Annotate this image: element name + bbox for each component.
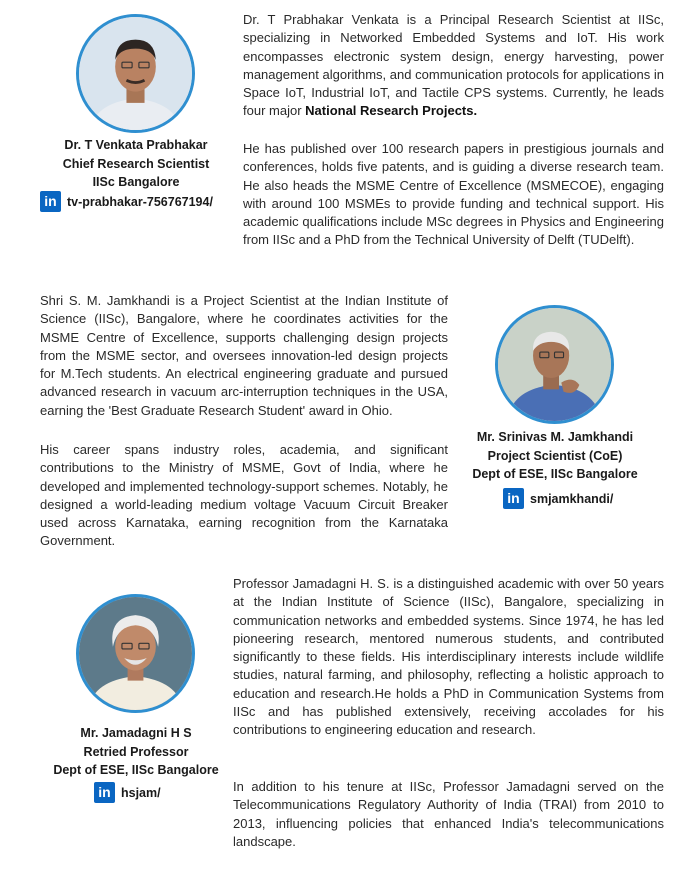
portrait-jamkhandi bbox=[498, 308, 611, 421]
linkedin-handle-jamadagni: hsjam/ bbox=[121, 785, 161, 800]
bio-jamadagni-1: Professor Jamadagni H. S. is a distinguished academic with over 50 years at the Indian Institute of Science (IISc), Bangalore, specializing in communication networks and embedded systems. Since 1974, he has led pioneering research, mentored numerous students, and contributed significantly to these fields. His interdisciplinary interests include wildlife studies, natural farming, and philosophy, reflecting a holistic approach to education and research.He holds a PhD in Communication Systems from IISc and has published extensively, receiving accolades for his contributions to engineering education and research. bbox=[233, 576, 664, 738]
portrait-jamadagni bbox=[79, 597, 192, 710]
name-jamkhandi: Mr. Srinivas M. Jamkhandi bbox=[476, 430, 634, 444]
photo-jamkhandi bbox=[495, 305, 614, 424]
portrait-prabhakar bbox=[79, 17, 192, 130]
bio-jamkhandi-2: His career spans industry roles, academia, and significant contributions to the Ministry of MSME, Govt of India, where he developed and implemented technology-support schemes. Notably, he designed a world-leading medium voltage Vacuum Circuit Breaker used across Karnataka, earning recognition from the Karnataka Government. bbox=[40, 442, 448, 549]
bio-jamkhandi-1: Shri S. M. Jamkhandi is a Project Scientist at the Indian Institute of Science (IISc), Bangalore, where he coordinates activities for the MSME Centre of Excellence, supports challenging design projects from the MSME sector, and oversees innovation-led design projects for M.Tech students. An electrical engineering graduate and pursued advanced research in vacuum arc-interruption techniques in the USA, earning the 'Best Graduate Research Student' award in Ohio. bbox=[40, 293, 448, 418]
linkedin-link-prabhakar[interactable] bbox=[40, 191, 213, 212]
linkedin-icon: in bbox=[40, 191, 61, 212]
photo-jamadagni bbox=[76, 594, 195, 713]
bio-prabhakar-1-bold: National Research Projects. bbox=[305, 103, 478, 119]
bio-prabhakar-1 bbox=[243, 11, 664, 121]
caption-jamkhandi bbox=[460, 428, 650, 484]
role-jamkhandi: Project Scientist (CoE) bbox=[487, 448, 623, 463]
name-jamadagni: Mr. Jamadagni H S bbox=[80, 726, 192, 740]
caption-prabhakar bbox=[40, 136, 232, 192]
linkedin-handle-prabhakar: tv-prabhakar-756767194/ bbox=[67, 194, 213, 209]
linkedin-handle-jamkhandi: smjamkhandi/ bbox=[530, 491, 614, 506]
photo-prabhakar bbox=[76, 14, 195, 133]
linkedin-icon: in bbox=[94, 782, 115, 803]
org-jamkhandi: Dept of ESE, IISc Bangalore bbox=[472, 467, 638, 481]
name-prabhakar: Dr. T Venkata Prabhakar bbox=[64, 138, 208, 152]
bio-prabhakar-2: He has published over 100 research papers in prestigious journals and conferences, holds five patents, and is guiding a diverse research team. He also heads the MSME Centre of Excellence (MSMECOE), engaging with around 100 MSMEs to provide funding and technical support. His academic qualifications include MSc degrees in Physics and Engineering from IISc and a PhD from the Technical University of Delft (TUDelft). bbox=[243, 141, 664, 248]
linkedin-icon: in bbox=[503, 488, 524, 509]
bio-prabhakar-1-text: Dr. T Prabhakar Venkata is a Principal Research Scientist at IISc, specializing in Networked Embedded Systems and IoT. His work encompasses electronic system design, energy harvesting, power management algorithms, and communication protocols for applications in Space IoT, Industrial IoT, and Tactile CPS systems. Currently, he leads four major bbox=[243, 12, 664, 119]
org-jamadagni: Dept of ESE, IISc Bangalore bbox=[53, 763, 219, 777]
caption-jamadagni bbox=[40, 724, 232, 780]
role-prabhakar: Chief Research Scientist bbox=[62, 156, 210, 171]
linkedin-link-jamkhandi[interactable] bbox=[503, 488, 613, 509]
bio-jamadagni-2: In addition to his tenure at IISc, Professor Jamadagni served on the Telecommunications Regulatory Authority of India (TRAI) from 2010 to 2013, influencing policies that enhanced India's telecommunications landscape. bbox=[233, 779, 664, 849]
linkedin-link-jamadagni[interactable] bbox=[94, 782, 161, 803]
role-jamadagni: Retried Professor bbox=[83, 744, 189, 759]
org-prabhakar: IISc Bangalore bbox=[92, 175, 180, 189]
